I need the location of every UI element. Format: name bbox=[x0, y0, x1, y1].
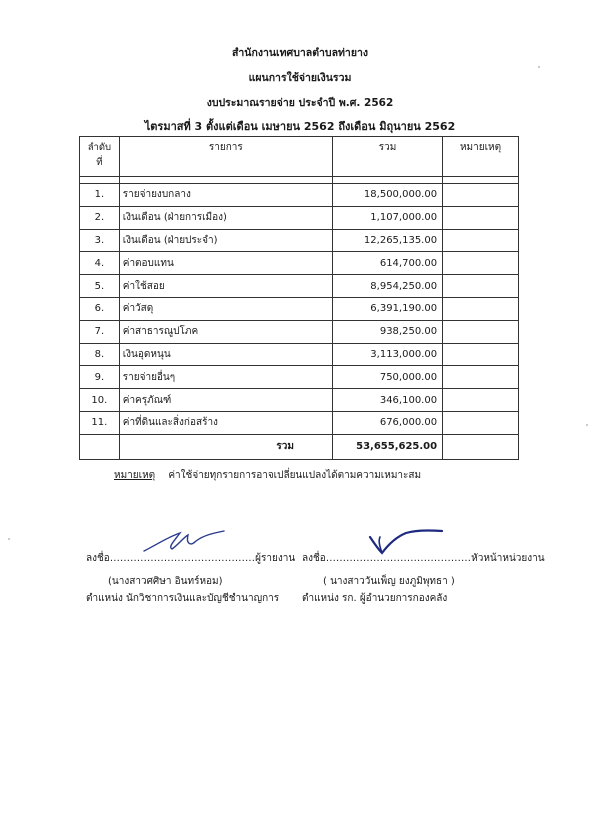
row-amount: 18,500,000.00 bbox=[332, 184, 442, 207]
org-title: สำนักงานเทศบาลตำบลท่ายาง bbox=[231, 47, 369, 59]
scan-speck bbox=[8, 538, 10, 540]
total-no-cell bbox=[80, 434, 120, 459]
row-remark bbox=[443, 389, 519, 412]
row-amount: 614,700.00 bbox=[332, 252, 442, 275]
row-remark bbox=[443, 252, 519, 275]
signer-name-left: (นางสาวศศิษา อินทร์หอม) bbox=[108, 576, 223, 587]
table-gap-row bbox=[80, 177, 519, 184]
row-item: รายจ่ายอื่นๆ bbox=[119, 366, 332, 389]
scan-speck bbox=[538, 66, 540, 68]
row-item: ค่าที่ดินและสิ่งก่อสร้าง bbox=[119, 411, 332, 434]
col-header-total: รวม bbox=[332, 137, 442, 177]
row-remark bbox=[443, 366, 519, 389]
gap-cell bbox=[119, 177, 332, 184]
remark-note bbox=[114, 468, 421, 483]
row-amount: 12,265,135.00 bbox=[332, 229, 442, 252]
row-item: ค่าสาธารณูปโภค bbox=[119, 320, 332, 343]
row-remark bbox=[443, 343, 519, 366]
col-header-remark: หมายเหตุ bbox=[443, 137, 519, 177]
row-no: 2. bbox=[80, 206, 120, 229]
row-amount: 938,250.00 bbox=[332, 320, 442, 343]
row-no: 5. bbox=[80, 275, 120, 298]
signature-left-line bbox=[86, 551, 295, 566]
row-amount: 1,107,000.00 bbox=[332, 206, 442, 229]
row-remark bbox=[443, 275, 519, 298]
table-row bbox=[80, 184, 519, 207]
row-no: 11. bbox=[80, 411, 120, 434]
table-row bbox=[80, 229, 519, 252]
row-item: รายจ่ายงบกลาง bbox=[119, 184, 332, 207]
table-row bbox=[80, 206, 519, 229]
row-no: 7. bbox=[80, 320, 120, 343]
scan-speck bbox=[586, 424, 588, 426]
remark-label: หมายเหตุ bbox=[114, 470, 156, 481]
budget-table bbox=[79, 136, 519, 460]
gap-cell bbox=[332, 177, 442, 184]
row-item: ค่าครุภัณฑ์ bbox=[119, 389, 332, 412]
table-row bbox=[80, 252, 519, 275]
row-no: 4. bbox=[80, 252, 120, 275]
row-amount: 346,100.00 bbox=[332, 389, 442, 412]
row-item: ค่าตอบแทน bbox=[119, 252, 332, 275]
table-row bbox=[80, 343, 519, 366]
signature-right-line bbox=[302, 551, 545, 566]
budget-year-title: งบประมาณรายจ่าย ประจำปี พ.ศ. 2562 bbox=[206, 97, 394, 109]
sign-prefix-left: ลงชื่อ bbox=[86, 553, 110, 564]
row-remark bbox=[443, 206, 519, 229]
row-amount: 3,113,000.00 bbox=[332, 343, 442, 366]
row-no: 9. bbox=[80, 366, 120, 389]
signer-name-right: ( นางสาววันเพ็ญ ยงภูมิพุทธา ) bbox=[323, 576, 455, 587]
col-header-no-line2: ที่ bbox=[96, 157, 103, 168]
sign-dots-left: ........................................... bbox=[109, 553, 256, 564]
quarter-title: ไตรมาสที่ 3 ตั้งแต่เดือน เมษายน 2562 ถึงเดือน มิถุนายน 2562 bbox=[144, 120, 456, 133]
role-left: ผู้รายงาน bbox=[255, 553, 296, 564]
total-remark-cell bbox=[443, 434, 519, 459]
row-amount: 8,954,250.00 bbox=[332, 275, 442, 298]
role-right: หัวหน้าหน่วยงาน bbox=[471, 553, 545, 564]
row-amount: 676,000.00 bbox=[332, 411, 442, 434]
gap-cell bbox=[80, 177, 120, 184]
table-header-row bbox=[80, 137, 519, 177]
table-row bbox=[80, 275, 519, 298]
table-row bbox=[80, 389, 519, 412]
col-header-no bbox=[80, 137, 120, 177]
remark-text: ค่าใช้จ่ายทุกรายการอาจเปลี่ยนแปลงได้ตามความเหมาะสม bbox=[168, 470, 422, 481]
row-no: 8. bbox=[80, 343, 120, 366]
table-total-row bbox=[80, 434, 519, 459]
col-header-item: รายการ bbox=[119, 137, 332, 177]
row-no: 1. bbox=[80, 184, 120, 207]
table-row bbox=[80, 297, 519, 320]
sign-prefix-right: ลงชื่อ bbox=[302, 553, 326, 564]
row-remark bbox=[443, 297, 519, 320]
signer-position-left: ตำแหน่ง นักวิชาการเงินและบัญชีชำนาญการ bbox=[86, 593, 280, 604]
col-header-no-line1: ลำดับ bbox=[87, 142, 112, 153]
row-amount: 750,000.00 bbox=[332, 366, 442, 389]
row-remark bbox=[443, 229, 519, 252]
row-no: 10. bbox=[80, 389, 120, 412]
row-remark bbox=[443, 320, 519, 343]
table-row bbox=[80, 320, 519, 343]
row-item: เงินเดือน (ฝ่ายประจำ) bbox=[119, 229, 332, 252]
signer-position-right: ตำแหน่ง รก. ผู้อำนวยการกองคลัง bbox=[302, 593, 448, 604]
total-amount: 53,655,625.00 bbox=[332, 434, 442, 459]
sign-dots-right: ........................................... bbox=[325, 553, 472, 564]
row-item: ค่าวัสดุ bbox=[119, 297, 332, 320]
plan-title: แผนการใช้จ่ายเงินรวม bbox=[248, 72, 352, 84]
row-no: 3. bbox=[80, 229, 120, 252]
row-remark bbox=[443, 411, 519, 434]
row-item: ค่าใช้สอย bbox=[119, 275, 332, 298]
gap-cell bbox=[443, 177, 519, 184]
table-row bbox=[80, 411, 519, 434]
row-item: เงินอุดหนุน bbox=[119, 343, 332, 366]
row-no: 6. bbox=[80, 297, 120, 320]
table-row bbox=[80, 366, 519, 389]
total-label: รวม bbox=[119, 434, 332, 459]
row-amount: 6,391,190.00 bbox=[332, 297, 442, 320]
row-item: เงินเดือน (ฝ่ายการเมือง) bbox=[119, 206, 332, 229]
row-remark bbox=[443, 184, 519, 207]
